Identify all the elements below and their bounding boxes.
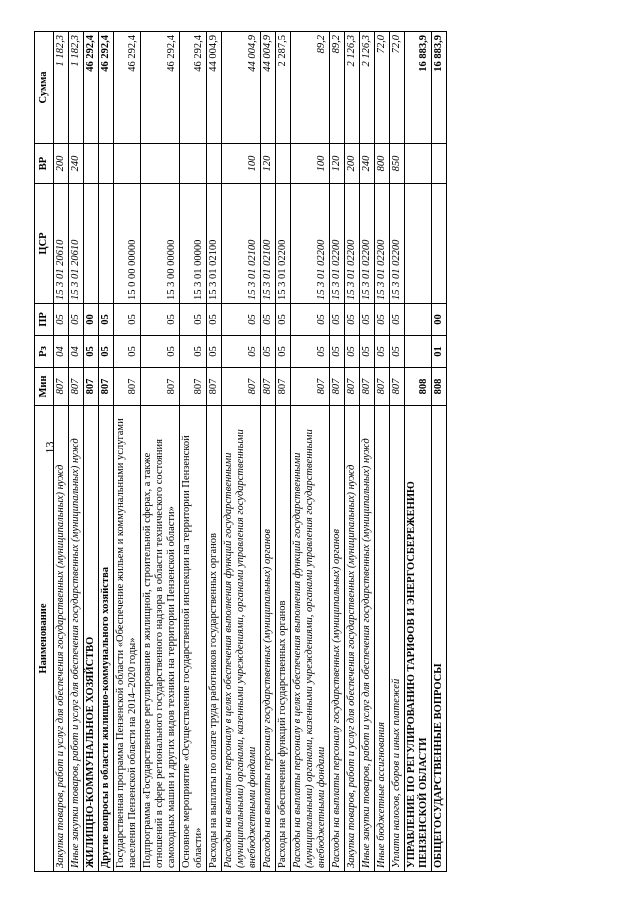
- cell-csr: 15 3 01 00000: [180, 184, 207, 304]
- cell-sum: 46 292,4: [84, 32, 99, 144]
- table-row: [54, 32, 69, 872]
- cell-csr: 15 3 01 20610: [69, 184, 84, 304]
- cell-csr: 15 3 01 02200: [390, 184, 405, 304]
- cell-rz: 05: [141, 336, 180, 368]
- cell-sum: 72,0: [390, 32, 405, 144]
- cell-pr: 05: [330, 304, 345, 336]
- cell-name: Расходы на выплаты персоналу в целях обеспечения выполнения функций государственными (муниципальными) органами, казенными учреждениями, органами управления государственными внебюджетными фондами: [291, 406, 330, 872]
- cell-name: Закупка товаров, работ и услуг для обеспечения государственных (муниципальных) нужд: [54, 406, 69, 872]
- cell-sum: 44 004,9: [222, 32, 261, 144]
- cell-vr: [276, 144, 291, 184]
- cell-rz: 05: [330, 336, 345, 368]
- header-vr: ВР: [35, 144, 54, 184]
- cell-vr: [432, 144, 447, 184]
- cell-rz: 04: [69, 336, 84, 368]
- cell-csr: 15 3 01 20610: [54, 184, 69, 304]
- header-csr: ЦСР: [35, 184, 54, 304]
- cell-csr: 15 0 00 00000: [114, 184, 141, 304]
- cell-vr: [99, 144, 114, 184]
- table-row: [99, 32, 114, 872]
- cell-rz: 05: [390, 336, 405, 368]
- cell-rz: 01: [432, 336, 447, 368]
- table-row: [345, 32, 360, 872]
- cell-rz: 05: [276, 336, 291, 368]
- cell-vr: 120: [330, 144, 345, 184]
- cell-name: Уплата налогов, сборов и иных платежей: [390, 406, 405, 872]
- cell-rz: [405, 336, 432, 368]
- cell-name: УПРАВЛЕНИЕ ПО РЕГУЛИРОВАНИЮ ТАРИФОВ И ЭНЕРГОСБЕРЕЖЕНИЮ ПЕНЗЕНСКОЙ ОБЛАСТИ: [405, 406, 432, 872]
- cell-sum: 2 126,3: [345, 32, 360, 144]
- cell-rz: 05: [114, 336, 141, 368]
- table-header-row: [35, 32, 54, 872]
- table-row: [330, 32, 345, 872]
- cell-vr: 240: [69, 144, 84, 184]
- cell-name: ОБЩЕГОСУДАРСТВЕННЫЕ ВОПРОСЫ: [432, 406, 447, 872]
- table-row: [69, 32, 84, 872]
- cell-rz: 05: [222, 336, 261, 368]
- cell-min: 807: [291, 368, 330, 406]
- table-row: [84, 32, 99, 872]
- cell-vr: 240: [360, 144, 375, 184]
- cell-vr: [405, 144, 432, 184]
- cell-sum: 46 292,4: [180, 32, 207, 144]
- cell-name: Расходы на выплаты персоналу государственных (муниципальных) органов: [261, 406, 276, 872]
- cell-rz: 05: [375, 336, 390, 368]
- cell-csr: 15 3 01 02200: [375, 184, 390, 304]
- cell-csr: 15 3 01 02200: [291, 184, 330, 304]
- cell-vr: 100: [222, 144, 261, 184]
- cell-rz: 05: [207, 336, 222, 368]
- cell-pr: 05: [345, 304, 360, 336]
- cell-csr: 15 3 01 02100: [207, 184, 222, 304]
- cell-pr: 05: [261, 304, 276, 336]
- cell-sum: 89,2: [330, 32, 345, 144]
- cell-name: Другие вопросы в области жилищно-коммунального хозяйства: [99, 406, 114, 872]
- cell-vr: 800: [375, 144, 390, 184]
- table-row: [222, 32, 261, 872]
- cell-name: Иные закупки товаров, работ и услуг для обеспечения государственных (муниципальных) нужд: [69, 406, 84, 872]
- cell-min: 807: [69, 368, 84, 406]
- cell-name: Иные закупки товаров, работ и услуг для обеспечения государственных (муниципальных) нужд: [360, 406, 375, 872]
- cell-vr: 120: [261, 144, 276, 184]
- cell-csr: 15 3 01 02200: [330, 184, 345, 304]
- cell-min: 807: [141, 368, 180, 406]
- cell-vr: [207, 144, 222, 184]
- table-row: [180, 32, 207, 872]
- cell-sum: 44 004,9: [207, 32, 222, 144]
- cell-min: 807: [54, 368, 69, 406]
- table-row: [375, 32, 390, 872]
- cell-csr: 15 3 01 02200: [360, 184, 375, 304]
- cell-csr: 15 3 00 00000: [141, 184, 180, 304]
- cell-vr: 200: [345, 144, 360, 184]
- cell-rz: 05: [84, 336, 99, 368]
- cell-sum: 2 287,5: [276, 32, 291, 144]
- cell-min: 807: [375, 368, 390, 406]
- cell-pr: 00: [432, 304, 447, 336]
- cell-name: Иные бюджетные ассигнования: [375, 406, 390, 872]
- cell-name: Подпрограмма «Государственное регулирование в жилищной, строительной сферах, а также отношений в сфере регионального государственного надзора в области технического состояния самоходных машин и других видов техники на территории Пензенской области»: [141, 406, 180, 872]
- cell-name: ЖИЛИЩНО-КОММУНАЛЬНОЕ ХОЗЯЙСТВО: [84, 406, 99, 872]
- table-row: [390, 32, 405, 872]
- cell-pr: 05: [180, 304, 207, 336]
- cell-name: Государственная программа Пензенской области «Обеспечение жильем и коммунальными услугами населения Пензенской области на 2014–2020 годы»: [114, 406, 141, 872]
- cell-pr: 05: [291, 304, 330, 336]
- cell-rz: 05: [360, 336, 375, 368]
- cell-name: Закупка товаров, работ и услуг для обеспечения государственных (муниципальных) нужд: [345, 406, 360, 872]
- cell-pr: 05: [276, 304, 291, 336]
- cell-pr: 05: [360, 304, 375, 336]
- cell-name: Расходы на выплаты персоналу в целях обеспечения выполнения функций государственными (муниципальными) органами, казенными учреждениями, органами управления государственными внебюджетными фондами: [222, 406, 261, 872]
- cell-sum: 1 182,3: [69, 32, 84, 144]
- cell-sum: 72,0: [375, 32, 390, 144]
- budget-table: [34, 31, 447, 872]
- cell-sum: 1 182,3: [54, 32, 69, 144]
- header-sum: Сумма: [35, 32, 54, 144]
- cell-csr: 15 3 01 02100: [261, 184, 276, 304]
- cell-sum: 16 883,9: [432, 32, 447, 144]
- cell-pr: 05: [390, 304, 405, 336]
- cell-min: 807: [84, 368, 99, 406]
- header-name: Наименование: [35, 406, 54, 872]
- cell-min: 807: [180, 368, 207, 406]
- cell-csr: [84, 184, 99, 304]
- cell-pr: 05: [99, 304, 114, 336]
- cell-sum: 16 883,9: [405, 32, 432, 144]
- cell-min: 807: [330, 368, 345, 406]
- cell-min: 807: [99, 368, 114, 406]
- table-row: [291, 32, 330, 872]
- cell-rz: 05: [99, 336, 114, 368]
- cell-name: Расходы на выплаты персоналу государственных (муниципальных) органов: [330, 406, 345, 872]
- cell-csr: [99, 184, 114, 304]
- table-row: [432, 32, 447, 872]
- cell-name: Расходы на выплаты по оплате труда работников государственных органов: [207, 406, 222, 872]
- cell-sum: 46 292,4: [99, 32, 114, 144]
- cell-sum: 89,2: [291, 32, 330, 144]
- cell-pr: 05: [375, 304, 390, 336]
- cell-rz: 04: [54, 336, 69, 368]
- header-min: Мин: [35, 368, 54, 406]
- cell-min: 807: [390, 368, 405, 406]
- cell-vr: [141, 144, 180, 184]
- cell-pr: 05: [69, 304, 84, 336]
- header-rz: Рз: [35, 336, 54, 368]
- cell-min: 807: [114, 368, 141, 406]
- cell-csr: [405, 184, 432, 304]
- cell-min: 808: [405, 368, 432, 406]
- cell-min: 807: [222, 368, 261, 406]
- table-row: [141, 32, 180, 872]
- cell-sum: 46 292,4: [114, 32, 141, 144]
- cell-sum: 44 004,9: [261, 32, 276, 144]
- cell-csr: 15 3 01 02200: [276, 184, 291, 304]
- cell-name: Основное мероприятие «Осуществление государственной инспекции на территории Пензенской области»: [180, 406, 207, 872]
- cell-vr: [84, 144, 99, 184]
- page-number: 13: [42, 441, 57, 454]
- table-row: [276, 32, 291, 872]
- cell-pr: 05: [222, 304, 261, 336]
- cell-vr: 850: [390, 144, 405, 184]
- table-row: [405, 32, 432, 872]
- cell-min: 807: [360, 368, 375, 406]
- cell-vr: [114, 144, 141, 184]
- cell-csr: [432, 184, 447, 304]
- cell-vr: 100: [291, 144, 330, 184]
- cell-csr: 15 3 01 02200: [345, 184, 360, 304]
- cell-min: 807: [345, 368, 360, 406]
- cell-rz: 05: [345, 336, 360, 368]
- table-row: [114, 32, 141, 872]
- table-row: [207, 32, 222, 872]
- cell-csr: 15 3 01 02100: [222, 184, 261, 304]
- header-pr: ПР: [35, 304, 54, 336]
- cell-min: 807: [261, 368, 276, 406]
- cell-pr: 05: [141, 304, 180, 336]
- cell-sum: 46 292,4: [141, 32, 180, 144]
- cell-name: Расходы на обеспечение функций государственных органов: [276, 406, 291, 872]
- cell-rz: 05: [180, 336, 207, 368]
- rotated-page-content: [34, 32, 604, 872]
- cell-rz: 05: [261, 336, 276, 368]
- cell-vr: [180, 144, 207, 184]
- cell-pr: 05: [207, 304, 222, 336]
- cell-min: 807: [207, 368, 222, 406]
- cell-pr: 00: [84, 304, 99, 336]
- cell-sum: 2 126,3: [360, 32, 375, 144]
- cell-min: 807: [276, 368, 291, 406]
- cell-pr: 05: [54, 304, 69, 336]
- table-row: [360, 32, 375, 872]
- cell-pr: 05: [114, 304, 141, 336]
- cell-rz: 05: [291, 336, 330, 368]
- cell-min: 808: [432, 368, 447, 406]
- cell-pr: [405, 304, 432, 336]
- cell-vr: 200: [54, 144, 69, 184]
- table-row: [261, 32, 276, 872]
